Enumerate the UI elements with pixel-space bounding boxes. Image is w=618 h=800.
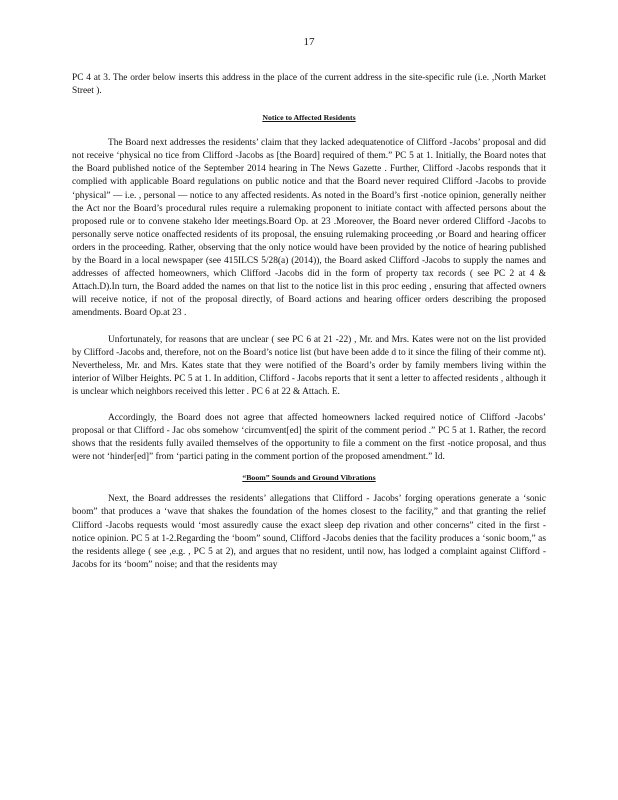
section-heading-notice: Notice to Affected Residents: [262, 113, 356, 123]
paragraph-kates-list: Unfortunately, for reasons that are unclear ( see PC 6 at 21 -22) , Mr. and Mrs. Kates were not on the list provided by Clifford -Jacobs and, therefore, not on the Board’s notice list (but have been adde d to it since the filing of their comme nt). Nevertheless, Mr. and Mrs. Kates state that they were notified of the Board’s order by family members living within the interior of Wilber Heights. PC 5 at 1. In addition, Clifford - Jacobs reports that it sent a letter to affected residents , although it is unclear which neighbors received this letter . PC 6 at 22 & Attach. E.: [72, 334, 546, 397]
paragraph-boom-allegations: Next, the Board addresses the residents’ allegations that Clifford - Jacobs’ forging operations generate a ‘sonic boom” that produces a ‘wave that shakes the foundation of the homes closest to the facility,” and that granting the relief Clifford -Jacobs requests would ‘most assuredly cause the exact sleep dep rivation and other concerns” cited in the first -notice opinion. PC 5 at 1-2.Regarding the ‘boom” sound, Clifford -Jacobs denies that the facility produces a ‘sonic boom,” as the residents allege ( see ,e.g. , PC 5 at 2), and argues that no resident, until now, has lodged a complaint against Clifford -Jacobs for its ‘boom” noise; and that the residents may: [72, 494, 546, 570]
paragraph-notice-claim: The Board next addresses the residents’ claim that they lacked adequatenotice of Clifford -Jacobs’ proposal and did not receive ‘physical no tice from Clifford -Jacobs as [the Board] required of them.” PC 5 at 1. Initially, the Board notes that the Board published notice of the September 2014 hearing in The News Gazette . Further, Clifford -Jacobs responds that it complied with applicable Board regulations on public notice and that the Board never required Clifford -Jacobs to provide ‘physical” — i.e. , personal — notice to any affected residents. As noted in the Board’s first -notice opinion, generally neither the Act nor the Board’s procedural rules require a rulemaking proponent to initiate contact with affected persons about the proposed rule or to convene stakeho lder meetings.Board Op. at 23 .Moreover, the Board never ordered Clifford -Jacobs to personally serve notice onaffected residents of its proposal, the ensuing rulemaking proceeding ,or Board and hearing officer orders in the proceeding. Rather, observing that the only notice would have been provided by the notice of hearing published by the Board in a local newspaper (see 415ILCS 5/28(a) (2014)), the Board asked Clifford -Jacobs to supply the names and addresses of affected homeowners, which Clifford -Jacobs did in the form of property tax records ( see PC 2 at 4 & Attach.D).In turn, the Board added the names on that list to the notice list in this proc eeding , ensuring that affected owners will receive notice, if not of the proposal directly, of Board actions and hearing officer orders describing the proposed amendments. Board Op.at 23 .: [72, 138, 546, 319]
paragraph-accordingly: Accordingly, the Board does not agree that affected homeowners lacked required notice of Clifford -Jacobs’ proposal or that Clifford - Jac obs somehow ‘circumvent[ed] the spirit of the comment period .” PC 5 at 1. Rather, the record shows that the residents fully availed themselves of the opportunity to file a comment on the first -notice proposal, and thus were not ‘hinder[ed]” from ‘partici pating in the comment portion of the proposed amendment.” Id.: [72, 412, 546, 463]
section-heading-boom: “Boom” Sounds and Ground Vibrations: [242, 473, 376, 483]
document-body: [72, 72, 546, 572]
page-number: 17: [303, 36, 315, 48]
paragraph-continued: PC 4 at 3. The order below inserts this address in the place of the current address in the site-specific rule (i.e. ,North Market Street ).: [72, 73, 546, 97]
